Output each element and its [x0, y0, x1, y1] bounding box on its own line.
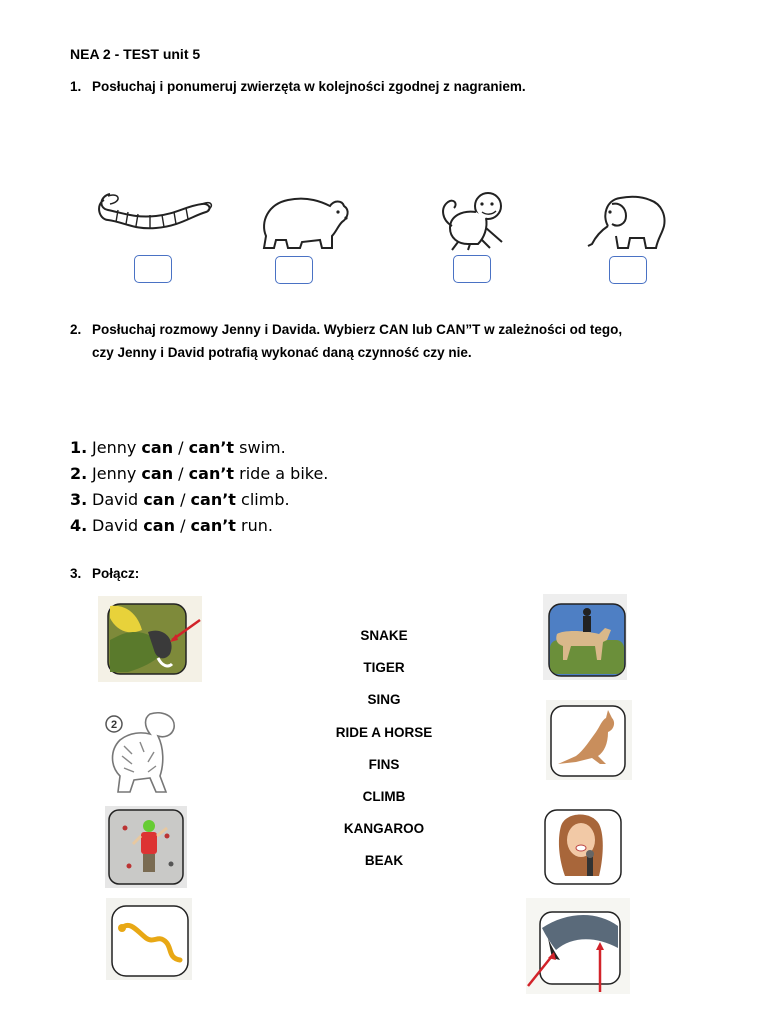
task1-instruction — [70, 75, 526, 98]
sentence-1: 1. Jenny can / can’t swim. — [70, 438, 286, 457]
choice-cant[interactable]: can’t — [188, 438, 235, 457]
word-snake: SNAKE — [360, 628, 408, 643]
choice-can[interactable]: can — [141, 438, 174, 457]
word-ride-a-horse: RIDE A HORSE — [335, 725, 433, 740]
task3-number: 3. — [70, 566, 82, 581]
word-fins: FINS — [368, 757, 400, 772]
choice-cant[interactable]: can’t — [190, 490, 236, 509]
sentence-4: 4. David can / can’t run. — [70, 516, 273, 535]
choice-can[interactable]: can — [141, 464, 174, 483]
answer-box-bear[interactable] — [275, 256, 313, 284]
word-tiger: TIGER — [363, 660, 405, 675]
fins-picture[interactable] — [526, 898, 630, 994]
sentence-3: 3. David can / can’t climb. — [70, 490, 290, 509]
answer-box-monkey[interactable] — [453, 255, 491, 283]
parrot-beak-picture[interactable] — [98, 596, 202, 682]
page-title: NEA 2 - TEST unit 5 — [70, 46, 201, 62]
horse-riding-picture[interactable] — [543, 594, 627, 680]
word-sing: SING — [367, 692, 401, 707]
monkey-drawing — [438, 188, 512, 252]
choice-can[interactable]: can — [143, 490, 175, 509]
answer-box-elephant[interactable] — [609, 256, 647, 284]
task2-number: 2. — [70, 322, 82, 337]
bear-drawing — [258, 192, 352, 252]
choice-can[interactable]: can — [143, 516, 175, 535]
snake-picture[interactable] — [106, 898, 192, 980]
sentence-2: 2. Jenny can / can’t ride a bike. — [70, 464, 329, 483]
task3-instruction — [70, 562, 139, 585]
task1-number: 1. — [70, 79, 82, 94]
kangaroo-picture[interactable] — [546, 700, 632, 780]
climbing-picture[interactable] — [105, 806, 187, 888]
choice-cant[interactable]: can’t — [188, 464, 235, 483]
snake-drawing — [96, 182, 216, 232]
choice-cant[interactable]: can’t — [190, 516, 236, 535]
tiger-badge-number: 2 — [110, 719, 118, 731]
singing-girl-picture[interactable] — [543, 806, 625, 886]
word-kangaroo: KANGAROO — [343, 821, 425, 836]
tiger-drawing[interactable] — [104, 706, 184, 798]
task2-line1: Posłuchaj rozmowy Jenny i Davida. Wybierz CAN lub CAN”T w zależności od tego, — [92, 322, 623, 337]
answer-box-snake[interactable] — [134, 255, 172, 283]
word-climb: CLIMB — [362, 789, 406, 804]
task2-instruction — [70, 318, 750, 364]
task3-text: Połącz: — [92, 566, 140, 581]
word-beak: BEAK — [364, 853, 404, 868]
task2-line2: czy Jenny i David potrafią wykonać daną czynność czy nie. — [92, 345, 472, 360]
task1-text: Posłuchaj i ponumeruj zwierzęta w kolejności zgodnej z nagraniem. — [92, 79, 526, 94]
elephant-drawing — [584, 190, 668, 252]
